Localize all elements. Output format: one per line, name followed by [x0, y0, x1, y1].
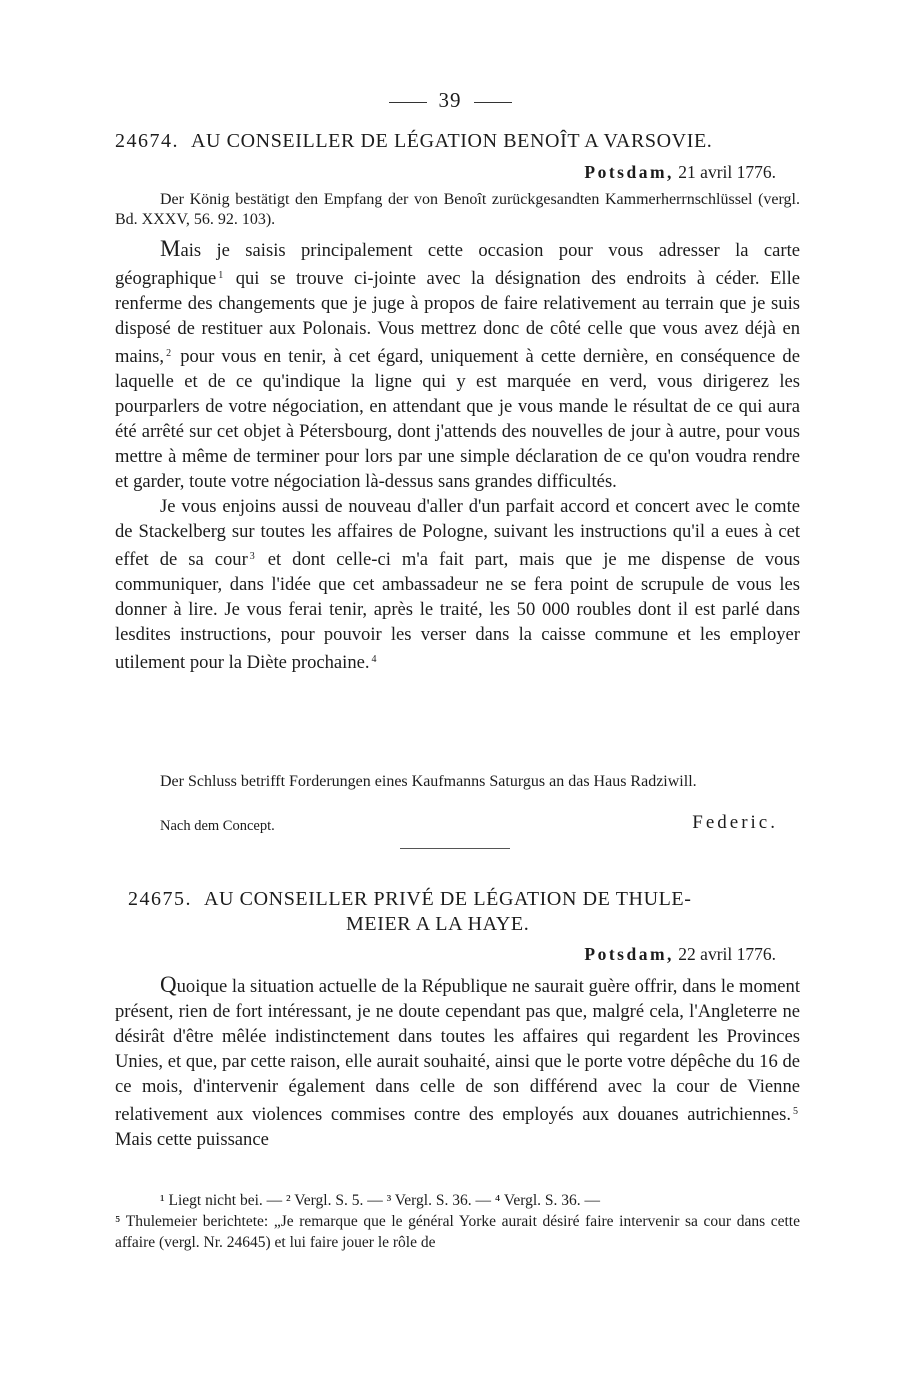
body-paragraph-1 [115, 972, 800, 1152]
source-note: Nach dem Concept. [160, 818, 275, 834]
section-divider [400, 848, 510, 849]
letter-recipient-line2: MEIER A LA HAYE. [346, 913, 530, 935]
letter-heading-24675 [128, 888, 692, 911]
letter-recipient-line1: AU CONSEILLER PRIVÉ DE LÉGATION DE THULE- [204, 888, 692, 910]
date-value: 21 avril 1776. [678, 162, 776, 182]
page-number-value: 39 [438, 88, 462, 112]
summary-text: Der König bestätigt den Empfang der von Benoît zurückgesandten Kammerherrnschlüssel (vergl. Bd. XXXV, 56. 92. 103). [115, 191, 800, 228]
footnote-line: ⁵ Thulemeier berichtete: „Je remarque que le général Yorke aurait désiré faire intervenir sa cour dans cette affaire (vergl. Nr. 24645) et lui faire jouer le rôle de [115, 1213, 800, 1251]
paragraph-text: Je vous enjoins aussi de nouveau d'aller d'un parfait accord et concert avec le comte de Stackelberg sur toutes les affaires de Pologne, suivant les instructions qu'il a eues à cet effet de sa cour [115, 496, 800, 570]
letter-summary-24674 [115, 190, 800, 230]
page-number-rule-left [389, 102, 427, 103]
paragraph-text: Mais cette puissance [115, 1129, 269, 1150]
letter-heading-24675-line2 [346, 913, 529, 936]
paragraph-text: qui se trouve ci-jointe avec la désignation des endroits à céder. Elle renferme des changements que je juge à propos de faire relativement au terrain que je suis disposé de restituer aux Polonais. Vous mettrez donc de côté celle que vous avez déjà en mains, [115, 268, 800, 367]
footnote-ref: 4 [371, 654, 377, 665]
footnote-line: ¹ Liegt nicht bei. — ² Vergl. S. 5. — ³ Vergl. S. 36. — ⁴ Vergl. S. 36. — [160, 1192, 601, 1209]
letter-body-24675 [115, 972, 800, 1152]
paragraph-text: pour vous en tenir, à cet égard, uniquement à cette dernière, en conséquence de laquelle et de ce qu'indique la ligne qui y est marquée en verd, vous dirigerez les pourparlers de votre négociation, en attendant que je vous mande le résultat de ce qui aura été arrêté sur cet objet à Pétersbourg, dont j'attends des nouvelles de jour à autre, pour vous mettre à même de terminer pour lors par une simple déclaration de ce qu'on voudra rendre et garder, toute votre négociation là-dessus sans grandes difficultés. [115, 346, 800, 492]
letter-number: 24675. [128, 888, 192, 910]
letter-recipient: AU CONSEILLER DE LÉGATION BENOÎT A VARSOVIE. [191, 130, 713, 152]
closing-summary-text: Der Schluss betrifft Forderungen eines Kaufmanns Saturgus an das Haus Radziwill. [160, 773, 697, 790]
paragraph-text: ais je saisis principalement cette occasion pour vous adresser la carte géographique [115, 240, 800, 289]
paragraph-text: et dont celle-ci m'a fait part, mais que je me dispense de vous communiquer, dans l'idée que cet ambassadeur ne se fera point de scrupule de vous les donner à lire. Je vous ferai tenir, après le traité, les 50 000 roubles dont il est parlé dans lesdites instructions, pour pouvoir les verser dans la caisse commune et les employer utilement pour la Diète prochaine. [115, 549, 800, 673]
letter-dateline-24675 [584, 944, 776, 965]
footnote-ref: 3 [249, 551, 255, 562]
initial-letter: M [160, 236, 181, 261]
footnote-ref: 5 [793, 1106, 798, 1117]
signature: Federic. [692, 812, 778, 833]
footnote-ref: 2 [166, 348, 172, 359]
date-value: 22 avril 1776. [678, 944, 776, 964]
initial-letter: Q [160, 972, 177, 997]
letter-heading-24674 [115, 130, 712, 153]
body-paragraph-2 [115, 494, 800, 675]
letter-number: 24674. [115, 130, 179, 152]
paragraph-text: uoique la situation actuelle de la République ne saurait guère offrir, dans le moment présent, rien de fort intéressant, je ne doute cependant pas que, malgré cela, l'Angleterre ne désirât d'être mêlée indistinctement dans toutes les affaires qui regardent les Provinces Unies, et que, par cette raison, elle aurait souhaité, ainsi que le porte votre dépêche du 16 de ce mois, d'intervenir également dans celle de son différend avec la cour de Vienne relativement aux violences commises contre des employés aux douanes autrichiennes. [115, 976, 800, 1125]
date-place: Potsdam, [584, 162, 674, 182]
body-paragraph-1 [115, 236, 800, 494]
date-place: Potsdam, [584, 944, 674, 964]
footnotes [115, 1190, 800, 1253]
letter-body-24674 [115, 236, 800, 675]
footnote-ref: 1 [218, 270, 224, 281]
letter-closing-summary-24674 [115, 772, 800, 792]
page-number-rule-right [474, 102, 512, 103]
letter-dateline-24674 [584, 162, 776, 183]
page-number [0, 88, 900, 113]
